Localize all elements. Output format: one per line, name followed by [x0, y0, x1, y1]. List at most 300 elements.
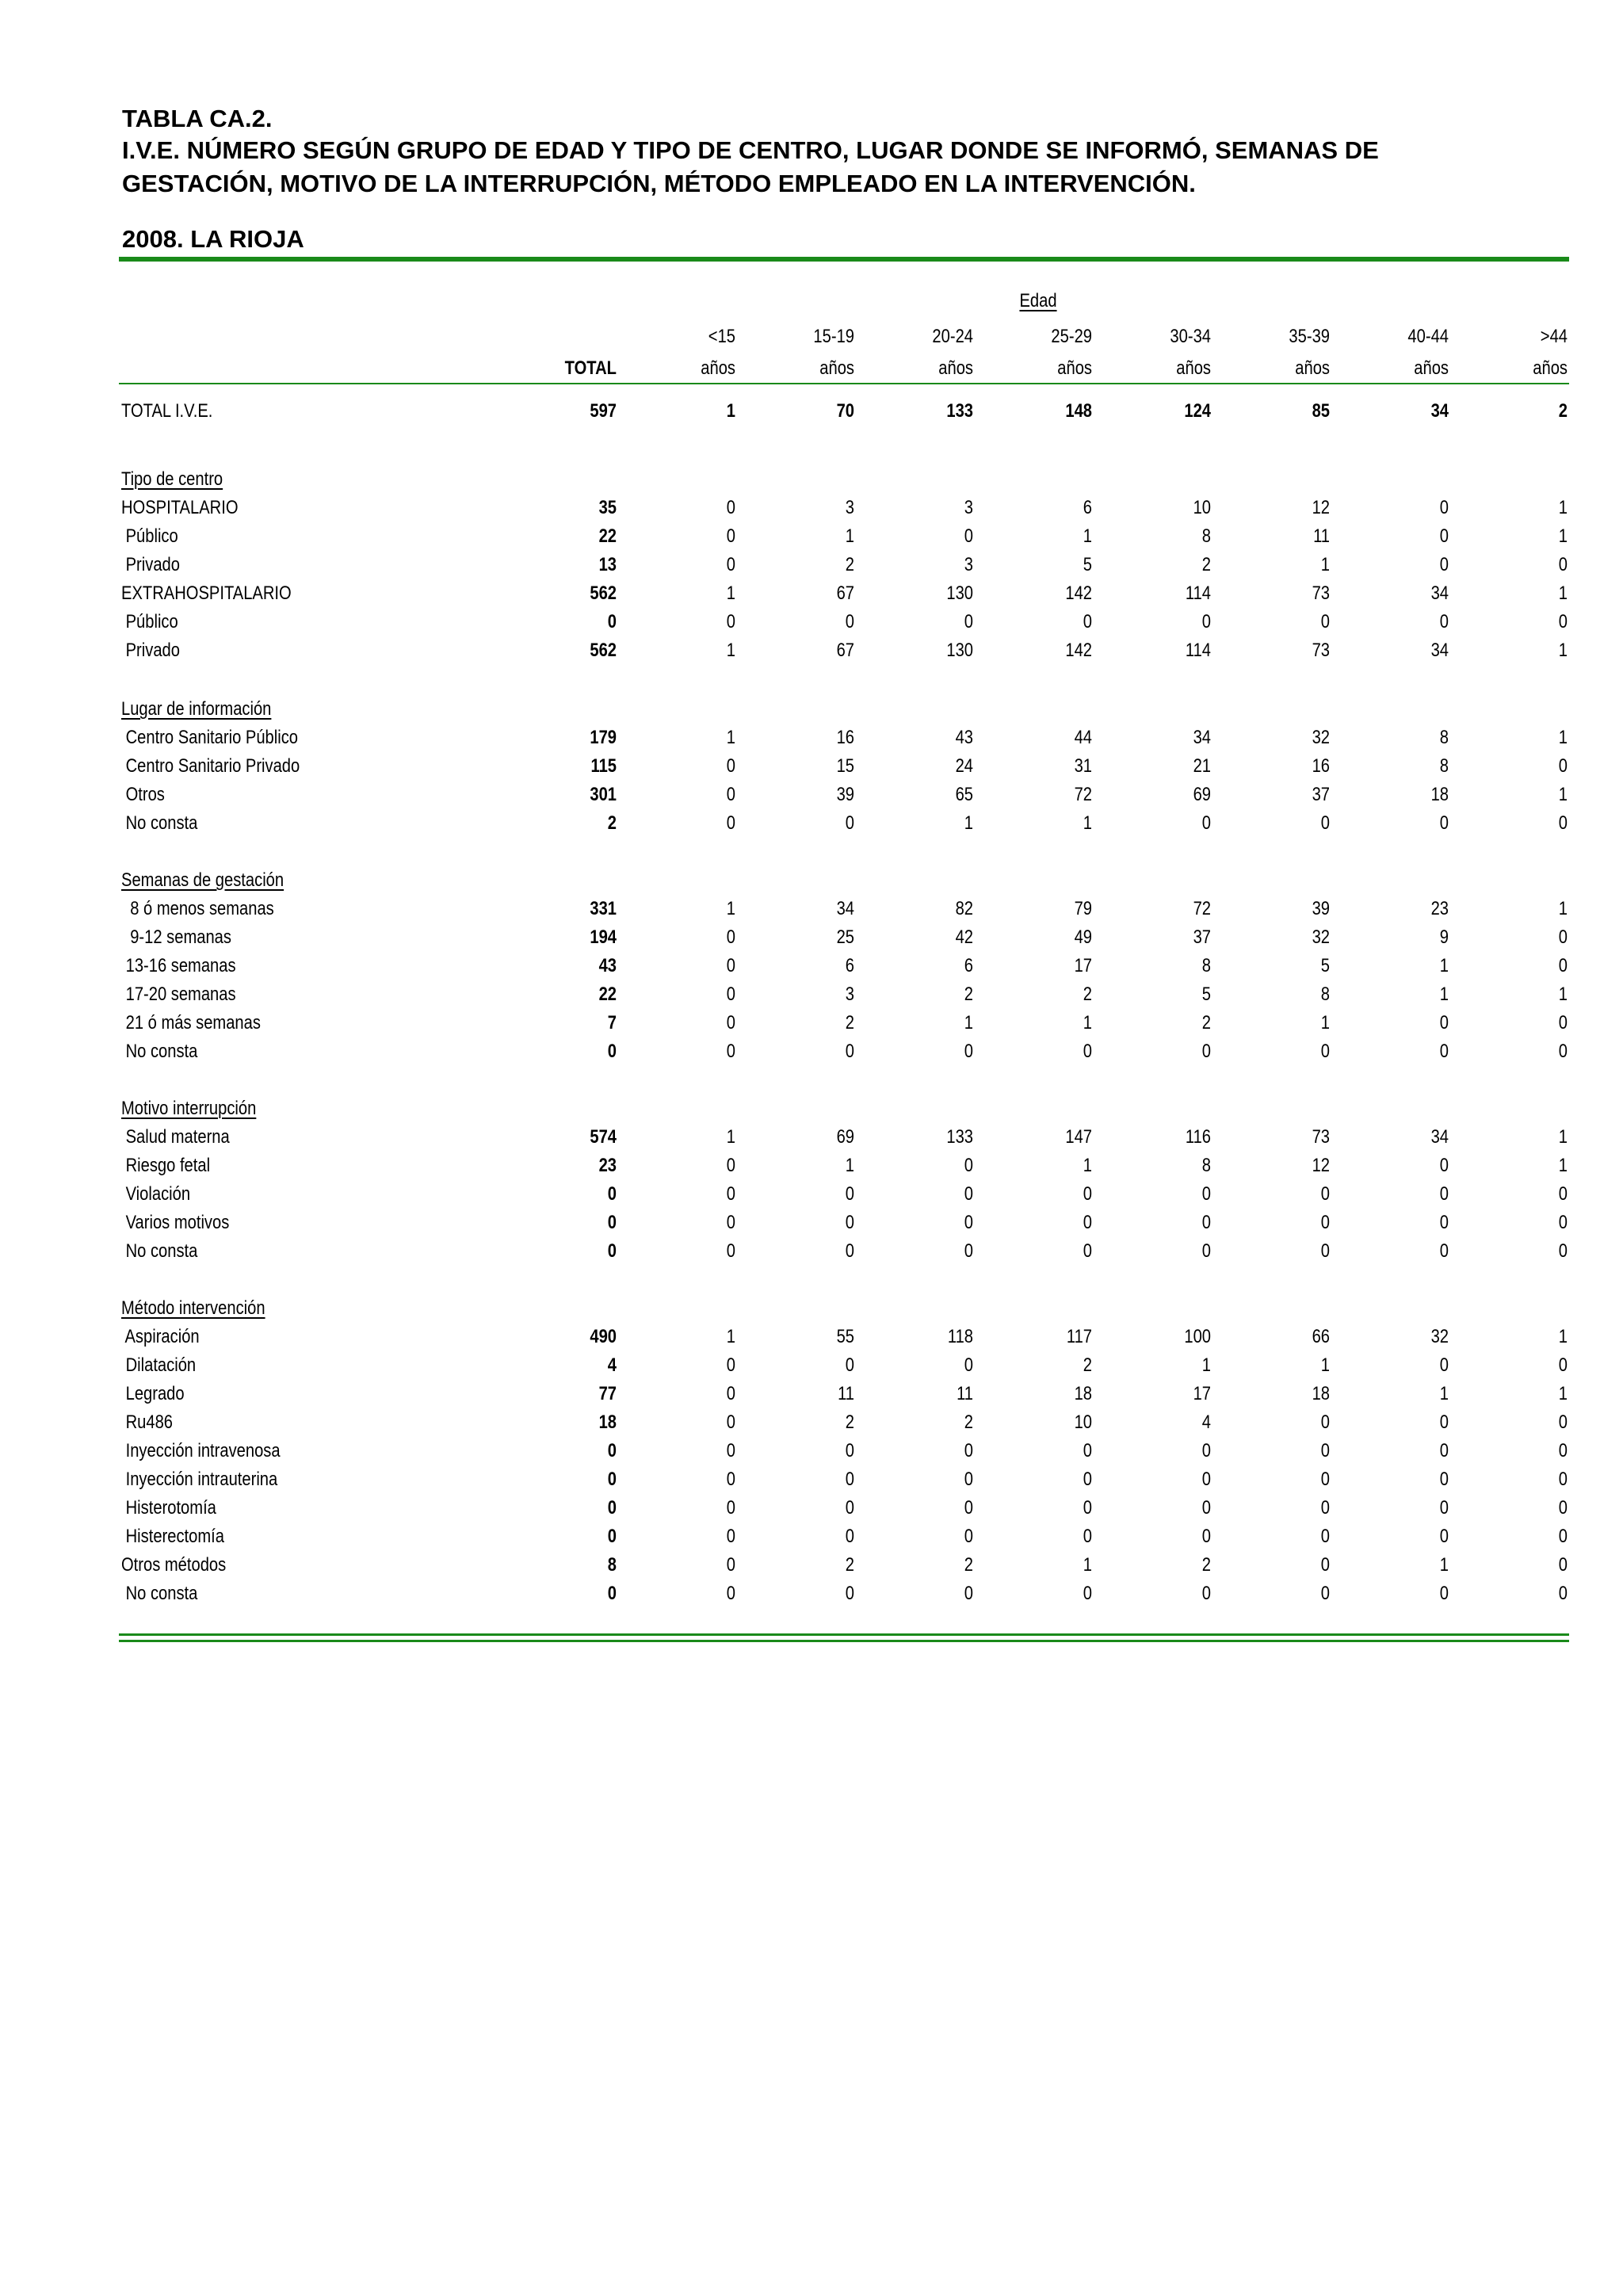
value-cell: 0 [1320, 1183, 1330, 1205]
value-cell: 0 [1320, 1583, 1330, 1604]
value-cell: 1 [1320, 554, 1330, 575]
value-cell: 39 [1312, 898, 1330, 919]
value-cell: 0 [1558, 755, 1568, 777]
value-cell: 65 [955, 784, 973, 805]
value-cell: 0 [964, 1212, 973, 1233]
total-cell: 0 [607, 1497, 617, 1519]
value-cell: 1 [964, 1012, 973, 1033]
age-unit-label: años [1176, 357, 1211, 379]
value-cell: 2 [964, 984, 973, 1005]
value-cell: 8 [1439, 755, 1449, 777]
value-cell: 0 [1439, 1583, 1449, 1604]
row-label: Histerotomía [121, 1497, 216, 1519]
value-cell: 1 [1083, 1155, 1092, 1176]
value-cell: 1 [1083, 1554, 1092, 1576]
value-cell: 0 [1558, 1554, 1568, 1576]
value-cell: 1 [1439, 1383, 1449, 1404]
value-cell: 1 [964, 812, 973, 834]
value-cell: 0 [1558, 955, 1568, 976]
value-cell: 0 [1439, 1497, 1449, 1519]
value-cell: 0 [1320, 1212, 1330, 1233]
value-cell: 0 [964, 1583, 973, 1604]
total-cell: 574 [590, 1126, 617, 1148]
value-cell: 1 [726, 400, 735, 422]
value-cell: 0 [726, 497, 735, 518]
value-cell: 1 [1439, 955, 1449, 976]
value-cell: 0 [845, 1183, 854, 1205]
value-cell: 0 [1320, 1554, 1330, 1576]
age-group-heading: Edad [1019, 290, 1057, 311]
value-cell: 3 [845, 497, 854, 518]
age-unit-label: años [1295, 357, 1330, 379]
value-cell: 1 [845, 1155, 854, 1176]
value-cell: 0 [1320, 1240, 1330, 1262]
value-cell: 0 [964, 1155, 973, 1176]
row-label: 9-12 semanas [121, 926, 231, 948]
value-cell: 1 [1083, 525, 1092, 547]
value-cell: 34 [1193, 727, 1211, 748]
row-label: EXTRAHOSPITALARIO [121, 583, 292, 604]
row-label: Centro Sanitario Público [121, 727, 299, 748]
value-cell: 0 [964, 611, 973, 632]
value-cell: 8 [1201, 525, 1211, 547]
value-cell: 0 [1558, 1497, 1568, 1519]
value-cell: 2 [1201, 1012, 1211, 1033]
row-label: Centro Sanitario Privado [121, 755, 300, 777]
value-cell: 82 [955, 898, 973, 919]
value-cell: 0 [1083, 1469, 1092, 1490]
total-cell: 0 [607, 1183, 617, 1205]
value-cell: 0 [726, 1240, 735, 1262]
value-cell: 0 [964, 1469, 973, 1490]
value-cell: 16 [1312, 755, 1330, 777]
value-cell: 0 [964, 1183, 973, 1205]
value-cell: 0 [964, 1041, 973, 1062]
value-cell: 0 [964, 1497, 973, 1519]
value-cell: 73 [1312, 583, 1330, 604]
total-cell: 2 [607, 812, 617, 834]
value-cell: 0 [1201, 1240, 1211, 1262]
total-cell: 597 [590, 400, 617, 422]
value-cell: 0 [1439, 1041, 1449, 1062]
value-cell: 0 [726, 554, 735, 575]
value-cell: 37 [1312, 784, 1330, 805]
age-unit-label: años [1533, 357, 1568, 379]
value-cell: 0 [1320, 1412, 1330, 1433]
age-group-label: 25-29 [1051, 326, 1092, 347]
value-cell: 0 [1201, 1212, 1211, 1233]
value-cell: 4 [1201, 1412, 1211, 1433]
total-cell: 0 [607, 1526, 617, 1547]
value-cell: 34 [1430, 400, 1449, 422]
value-cell: 34 [1430, 583, 1449, 604]
value-cell: 32 [1312, 926, 1330, 948]
value-cell: 0 [726, 1383, 735, 1404]
value-cell: 0 [726, 1526, 735, 1547]
value-cell: 17 [1074, 955, 1092, 976]
value-cell: 0 [726, 525, 735, 547]
value-cell: 0 [1201, 1526, 1211, 1547]
total-cell: 22 [598, 525, 617, 547]
value-cell: 1 [1558, 583, 1568, 604]
value-cell: 9 [1439, 926, 1449, 948]
age-group-label: <15 [708, 326, 735, 347]
value-cell: 1 [1558, 640, 1568, 661]
value-cell: 130 [946, 583, 973, 604]
value-cell: 18 [1074, 1383, 1092, 1404]
value-cell: 2 [845, 554, 854, 575]
row-label: Violación [121, 1183, 191, 1205]
value-cell: 0 [1201, 1469, 1211, 1490]
value-cell: 0 [964, 1440, 973, 1461]
row-label: Histerectomía [121, 1526, 224, 1547]
age-group-label: 35-39 [1289, 326, 1330, 347]
total-cell: 331 [590, 898, 617, 919]
value-cell: 10 [1074, 1412, 1092, 1433]
value-cell: 0 [1439, 1212, 1449, 1233]
value-cell: 0 [1558, 1440, 1568, 1461]
total-cell: 43 [598, 955, 617, 976]
total-cell: 0 [607, 1583, 617, 1604]
value-cell: 42 [955, 926, 973, 948]
value-cell: 1 [1439, 1554, 1449, 1576]
value-cell: 2 [964, 1554, 973, 1576]
value-cell: 1 [1320, 1354, 1330, 1376]
value-cell: 12 [1312, 1155, 1330, 1176]
value-cell: 0 [1201, 611, 1211, 632]
value-cell: 1 [1558, 984, 1568, 1005]
value-cell: 0 [726, 611, 735, 632]
value-cell: 0 [1083, 1497, 1092, 1519]
value-cell: 1 [726, 898, 735, 919]
value-cell: 0 [964, 1354, 973, 1376]
value-cell: 0 [726, 784, 735, 805]
value-cell: 69 [836, 1126, 854, 1148]
total-cell: 77 [598, 1383, 617, 1404]
value-cell: 0 [1320, 1041, 1330, 1062]
row-label: Público [121, 611, 178, 632]
value-cell: 0 [1201, 1497, 1211, 1519]
value-cell: 31 [1074, 755, 1092, 777]
value-cell: 0 [1083, 1212, 1092, 1233]
age-unit-label: años [819, 357, 854, 379]
value-cell: 0 [845, 1212, 854, 1233]
value-cell: 0 [845, 1041, 854, 1062]
value-cell: 32 [1312, 727, 1330, 748]
row-label: 17-20 semanas [121, 984, 236, 1005]
total-cell: 0 [607, 1440, 617, 1461]
value-cell: 0 [1439, 1155, 1449, 1176]
value-cell: 0 [1201, 1183, 1211, 1205]
row-label: Público [121, 525, 178, 547]
value-cell: 0 [1558, 1183, 1568, 1205]
value-cell: 2 [845, 1554, 854, 1576]
value-cell: 1 [1558, 727, 1568, 748]
total-cell: 0 [607, 611, 617, 632]
value-cell: 0 [1558, 1354, 1568, 1376]
section-heading: Lugar de información [121, 698, 272, 720]
value-cell: 0 [726, 1183, 735, 1205]
table-title-line-2: GESTACIÓN, MOTIVO DE LA INTERRUPCIÓN, MÉTODO EMPLEADO EN LA INTERVENCIÓN. [122, 170, 1196, 197]
value-cell: 1 [726, 583, 735, 604]
value-cell: 0 [726, 1212, 735, 1233]
total-cell: 4 [607, 1354, 617, 1376]
value-cell: 0 [1558, 1469, 1568, 1490]
value-cell: 6 [1083, 497, 1092, 518]
value-cell: 16 [836, 727, 854, 748]
value-cell: 1 [1083, 1012, 1092, 1033]
age-unit-label: años [1057, 357, 1092, 379]
section-heading: Motivo interrupción [121, 1098, 257, 1119]
value-cell: 32 [1430, 1326, 1449, 1347]
value-cell: 1 [1558, 525, 1568, 547]
value-cell: 0 [1320, 1497, 1330, 1519]
value-cell: 1 [726, 1326, 735, 1347]
value-cell: 73 [1312, 1126, 1330, 1148]
value-cell: 0 [1083, 1440, 1092, 1461]
value-cell: 0 [726, 1469, 735, 1490]
total-cell: 0 [607, 1041, 617, 1062]
value-cell: 0 [1439, 1240, 1449, 1262]
total-cell: 490 [590, 1326, 617, 1347]
value-cell: 0 [1320, 611, 1330, 632]
value-cell: 0 [1439, 1469, 1449, 1490]
value-cell: 3 [845, 984, 854, 1005]
value-cell: 8 [1201, 1155, 1211, 1176]
value-cell: 0 [964, 525, 973, 547]
value-cell: 133 [946, 400, 973, 422]
row-label: Legrado [121, 1383, 185, 1404]
value-cell: 79 [1074, 898, 1092, 919]
row-label: Otros métodos [121, 1554, 227, 1576]
value-cell: 8 [1320, 984, 1330, 1005]
value-cell: 11 [838, 1383, 854, 1404]
total-cell: 0 [607, 1469, 617, 1490]
value-cell: 6 [964, 955, 973, 976]
value-cell: 0 [845, 1583, 854, 1604]
value-cell: 0 [1439, 497, 1449, 518]
total-cell: 22 [598, 984, 617, 1005]
row-label: HOSPITALARIO [121, 497, 239, 518]
value-cell: 0 [1083, 1583, 1092, 1604]
value-cell: 0 [1558, 1212, 1568, 1233]
age-unit-label: años [1414, 357, 1449, 379]
footer-rule-top [119, 1633, 1569, 1636]
value-cell: 0 [1558, 611, 1568, 632]
value-cell: 2 [1201, 1554, 1211, 1576]
value-cell: 0 [1083, 1240, 1092, 1262]
value-cell: 0 [1320, 1469, 1330, 1490]
row-label: Riesgo fetal [121, 1155, 211, 1176]
value-cell: 11 [1313, 525, 1330, 547]
value-cell: 0 [1558, 926, 1568, 948]
value-cell: 18 [1430, 784, 1449, 805]
age-unit-label: años [701, 357, 735, 379]
value-cell: 0 [1439, 812, 1449, 834]
value-cell: 0 [1558, 1012, 1568, 1033]
value-cell: 0 [1320, 1526, 1330, 1547]
value-cell: 0 [726, 1440, 735, 1461]
value-cell: 6 [845, 955, 854, 976]
value-cell: 0 [726, 1583, 735, 1604]
value-cell: 2 [1558, 400, 1568, 422]
value-cell: 0 [1201, 1041, 1211, 1062]
age-group-label: 30-34 [1170, 326, 1211, 347]
value-cell: 0 [845, 1240, 854, 1262]
footer-rule-bottom [119, 1640, 1569, 1642]
total-cell: 0 [607, 1212, 617, 1233]
row-label: No consta [121, 812, 198, 834]
value-cell: 17 [1193, 1383, 1211, 1404]
value-cell: 5 [1201, 984, 1211, 1005]
value-cell: 67 [836, 583, 854, 604]
value-cell: 5 [1320, 955, 1330, 976]
section-heading: Semanas de gestación [121, 869, 285, 891]
value-cell: 0 [726, 984, 735, 1005]
value-cell: 1 [1558, 497, 1568, 518]
value-cell: 69 [1193, 784, 1211, 805]
value-cell: 0 [1558, 1041, 1568, 1062]
value-cell: 25 [836, 926, 854, 948]
value-cell: 10 [1193, 497, 1211, 518]
value-cell: 0 [1201, 812, 1211, 834]
table-title-line-1: I.V.E. NÚMERO SEGÚN GRUPO DE EDAD Y TIPO DE CENTRO, LUGAR DONDE SE INFORMÓ, SEMANAS DE [122, 136, 1379, 164]
value-cell: 130 [946, 640, 973, 661]
value-cell: 0 [845, 1497, 854, 1519]
value-cell: 3 [964, 497, 973, 518]
value-cell: 72 [1074, 784, 1092, 805]
value-cell: 142 [1065, 640, 1092, 661]
value-cell: 0 [1558, 812, 1568, 834]
value-cell: 18 [1312, 1383, 1330, 1404]
total-cell: 194 [590, 926, 617, 948]
value-cell: 0 [726, 1155, 735, 1176]
value-cell: 114 [1185, 583, 1211, 604]
value-cell: 142 [1065, 583, 1092, 604]
value-cell: 0 [964, 1526, 973, 1547]
table-number: TABLA CA.2. [122, 105, 273, 132]
value-cell: 0 [726, 1012, 735, 1033]
row-label: Privado [121, 554, 180, 575]
value-cell: 0 [726, 755, 735, 777]
value-cell: 0 [845, 1469, 854, 1490]
row-label: Dilatación [121, 1354, 197, 1376]
row-label: No consta [121, 1041, 198, 1062]
value-cell: 85 [1312, 400, 1330, 422]
age-group-label: 40-44 [1407, 326, 1449, 347]
row-label: Inyección intravenosa [121, 1440, 281, 1461]
value-cell: 5 [1083, 554, 1092, 575]
row-label: No consta [121, 1240, 198, 1262]
value-cell: 148 [1065, 400, 1092, 422]
total-cell: 0 [607, 1240, 617, 1262]
value-cell: 0 [1439, 1354, 1449, 1376]
value-cell: 0 [845, 1526, 854, 1547]
row-label: 13-16 semanas [121, 955, 236, 976]
value-cell: 55 [836, 1326, 854, 1347]
value-cell: 1 [1558, 1383, 1568, 1404]
value-cell: 0 [726, 1041, 735, 1062]
value-cell: 1 [1558, 784, 1568, 805]
value-cell: 1 [1558, 1326, 1568, 1347]
value-cell: 3 [964, 554, 973, 575]
value-cell: 1 [726, 1126, 735, 1148]
value-cell: 66 [1312, 1326, 1330, 1347]
value-cell: 0 [1083, 1526, 1092, 1547]
row-label: 8 ó menos semanas [121, 898, 274, 919]
row-label: TOTAL I.V.E. [121, 400, 213, 422]
value-cell: 0 [1558, 1240, 1568, 1262]
value-cell: 0 [1083, 1183, 1092, 1205]
value-cell: 0 [1439, 1440, 1449, 1461]
value-cell: 0 [1558, 1583, 1568, 1604]
value-cell: 44 [1074, 727, 1092, 748]
value-cell: 1 [1558, 1126, 1568, 1148]
total-column-header: TOTAL [564, 357, 617, 379]
value-cell: 0 [1201, 1583, 1211, 1604]
value-cell: 0 [1558, 554, 1568, 575]
total-cell: 18 [598, 1412, 617, 1433]
value-cell: 1 [1320, 1012, 1330, 1033]
value-cell: 117 [1066, 1326, 1092, 1347]
row-label: Salud materna [121, 1126, 230, 1148]
value-cell: 0 [964, 1240, 973, 1262]
value-cell: 0 [1439, 525, 1449, 547]
total-cell: 23 [598, 1155, 617, 1176]
row-label: No consta [121, 1583, 198, 1604]
value-cell: 39 [836, 784, 854, 805]
section-heading: Método intervención [121, 1297, 265, 1319]
value-cell: 0 [726, 1354, 735, 1376]
value-cell: 0 [1439, 554, 1449, 575]
value-cell: 2 [845, 1012, 854, 1033]
value-cell: 1 [726, 640, 735, 661]
total-cell: 179 [590, 727, 617, 748]
total-cell: 13 [598, 554, 617, 575]
header-rule [119, 257, 1569, 262]
value-cell: 73 [1312, 640, 1330, 661]
value-cell: 116 [1185, 1126, 1211, 1148]
age-group-label: 15-19 [813, 326, 854, 347]
value-cell: 0 [1201, 1440, 1211, 1461]
total-cell: 562 [590, 583, 617, 604]
value-cell: 0 [1083, 1041, 1092, 1062]
value-cell: 72 [1193, 898, 1211, 919]
value-cell: 34 [836, 898, 854, 919]
value-cell: 0 [1439, 1183, 1449, 1205]
value-cell: 0 [726, 1412, 735, 1433]
value-cell: 0 [845, 1440, 854, 1461]
value-cell: 0 [1439, 1526, 1449, 1547]
value-cell: 2 [1083, 984, 1092, 1005]
value-cell: 2 [964, 1412, 973, 1433]
value-cell: 147 [1065, 1126, 1092, 1148]
value-cell: 0 [1439, 1012, 1449, 1033]
value-cell: 1 [1201, 1354, 1211, 1376]
value-cell: 1 [1439, 984, 1449, 1005]
total-cell: 562 [590, 640, 617, 661]
value-cell: 12 [1312, 497, 1330, 518]
row-label: Inyección intrauterina [121, 1469, 278, 1490]
table-subtitle: 2008. LA RIOJA [122, 225, 304, 253]
value-cell: 11 [957, 1383, 973, 1404]
value-cell: 100 [1184, 1326, 1211, 1347]
value-cell: 0 [845, 812, 854, 834]
value-cell: 1 [1558, 1155, 1568, 1176]
value-cell: 2 [845, 1412, 854, 1433]
row-label: Varios motivos [121, 1212, 230, 1233]
value-cell: 49 [1074, 926, 1092, 948]
